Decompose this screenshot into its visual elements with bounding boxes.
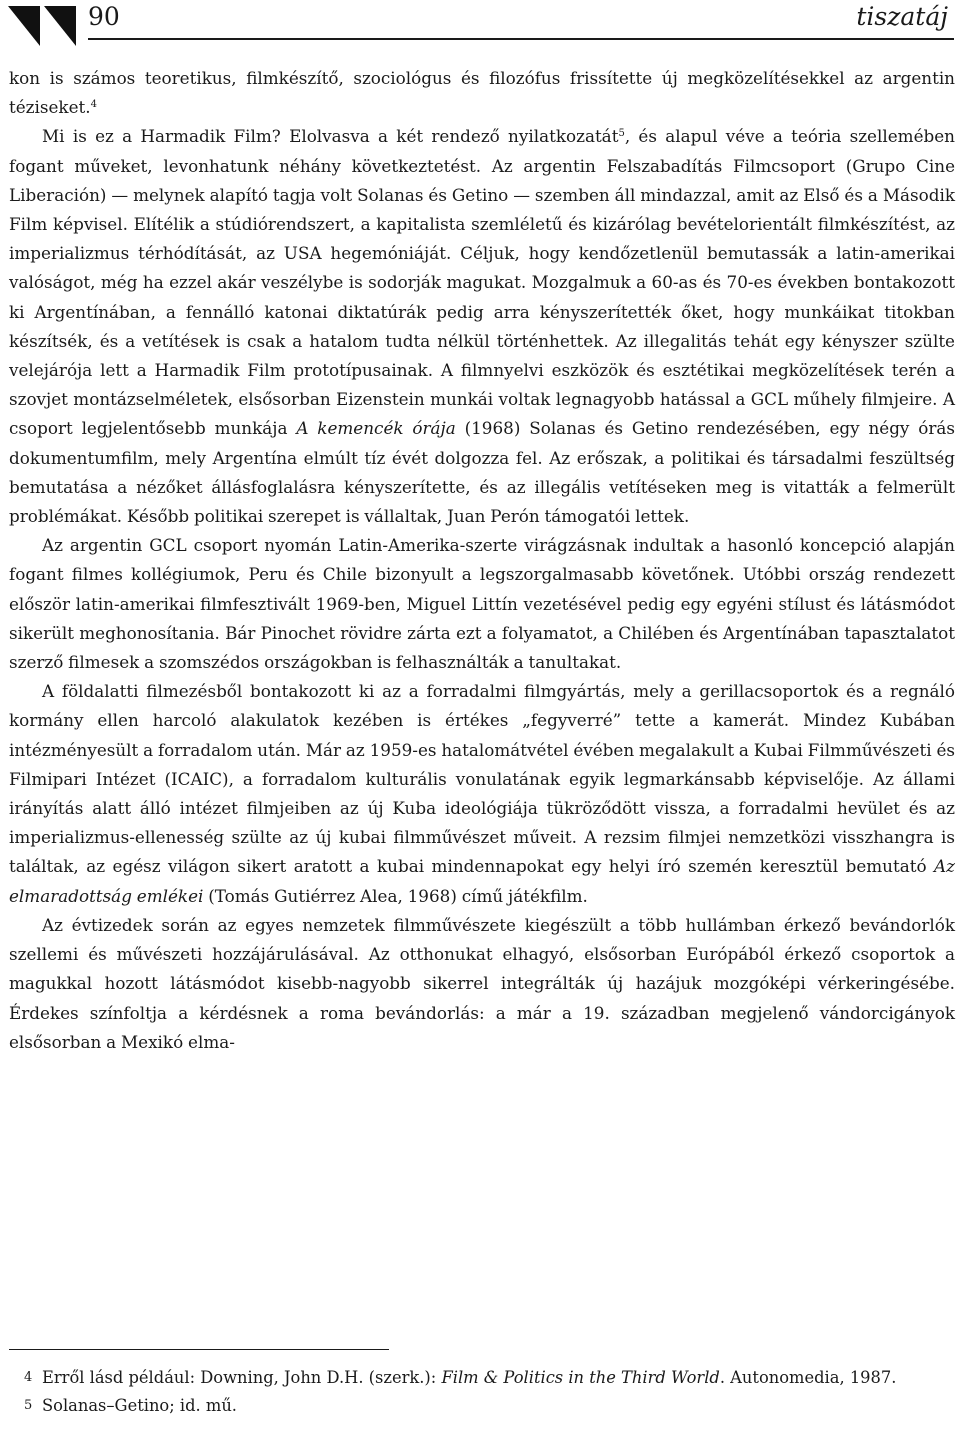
paragraph — [9, 911, 955, 1057]
paragraph — [9, 122, 955, 531]
text-run: (Tomás Gutiérrez Alea, 1968) című játékfilm. — [203, 885, 588, 906]
text-run: A földalatti filmezésből bontakozott ki az a forradalmi filmgyártás, mely a gerillacsoportok és a regnáló kormány ellen harcoló alakulatok kezében is értékes „fegyverré” tette a kamerát. Mindez Kubában intézményesült a forradalom után. Már az 1959-es hatalomátvétel évében megalakult a Kubai Filmművészeti és Filmipari Intézet (ICAIC), a forradalom kulturális vonulatának egyik legmarkánsabb képviselője. Az állami irányítás alatt álló intézet filmjeiben az új Kuba ideológiája tükröződött vissza, a forradalmi hevület és az imperializmus-ellenesség szülte az új kubai filmművészet műveit. A rezsim filmjei nemzetközi visszhangra is találtak, az egész világon sikert aratott a kubai mindennapokat egy helyi író szemén keresztül bemutató — [9, 681, 955, 877]
footnote-ref: 4 — [90, 99, 97, 111]
text-run: kon is számos teoretikus, filmkészítő, szociológus és filozófus frissítette új megközelítésekkel az argentin téziseket. — [9, 68, 955, 118]
double-triangle-logo-icon — [8, 6, 78, 46]
article-body — [9, 64, 955, 1057]
text-run: , és alapul véve a teória szellemében fogant műveket, levonhatunk néhány következtetést. Az argentin Felszabadítás Filmcsoport (Grupo Cine Liberación) — melynek alapító tagja volt Solanas és Getino — szemben áll mindazzal, amit az Első és a Második Film képvisel. Elítélik a stúdiórendszert, a kapitalista szemléletű és kizárólag bevételorientált filmkészítést, az imperializmus térhódítását, az USA hegemóniáját. Céljuk, hogy kendőzetlenül bemutassák a latin-amerikai valóságot, még ha ezzel akár veszélybe is sodorják magukat. Mozgalmuk a 60-as és 70-es években bontakozott ki Argentínában, a fennálló katonai diktatúrák pedig arra kényszerítették őket, hogy munkáikat titokban készítsék, és a vetítések is csak a hatalom tudta nélkül történhettek. Az illegalitás tehát egy kényszer szülte velejárója lett a Harmadik Film prototípusainak. A filmnyelvi eszközök és esztétikai megközelítések terén a szovjet montázselméletek, elsősorban Eizenstein munkái voltak legnagyobb hatással a GCL műhely filmjeire. A csoport legjelentősebb munkája — [9, 126, 955, 439]
text-run: Az évtizedek során az egyes nemzetek filmművészete kiegészült a több hullámban érkező bevándorlók szellemi és művészeti hozzájárulásával. Az otthonukat elhagyó, elsősorban Európából érkező csoportok a magukkal hozott látásmódot kisebb-nagyobb sikerrel integrálták új hazájuk mozgóképi vérkeringésébe. Érdekes színfoltja a kérdésnek a roma bevándorlás: a már a 19. században megjelenő vándorcigányok elsősorban a Mexikó elma- — [9, 914, 955, 1052]
italic-title: Film & Politics in the Third World — [441, 1368, 720, 1387]
header-rule — [88, 38, 954, 40]
text-run: Erről lásd például: Downing, John D.H. (szerk.): — [42, 1368, 442, 1387]
footnote-number: 4 — [24, 1370, 33, 1385]
footnote-ref: 5 — [618, 128, 625, 140]
footnote-number: 5 — [24, 1398, 33, 1413]
journal-title: tiszatáj — [856, 2, 948, 31]
paragraph — [9, 531, 955, 677]
page-number: 90 — [88, 2, 120, 31]
italic-title: A kemencék órája — [296, 418, 456, 439]
text-run: Solanas–Getino; id. mű. — [42, 1396, 237, 1415]
footnote-separator — [9, 1349, 389, 1350]
footnote — [9, 1364, 955, 1392]
footnote — [9, 1392, 955, 1420]
footnotes — [9, 1364, 955, 1420]
italic-title: Az elmaradottság emlékei — [9, 856, 955, 906]
text-run: Az argentin GCL csoport nyomán Latin-Amerika-szerte virágzásnak indultak a hasonló koncepció alapján fogant filmes kollégiumok, Peru és Chile bizonyult a legszorgalmasabb követőnek. Utóbbi ország rendezett először latin-amerikai filmfesztivált 1969-ben, Miguel Littín vezetésével pedig egy egyéni stílust és látásmódot sikerült meghonosítania. Bár Pinochet rövidre zárta ezt a folyamatot, a Chilében és Argentínában tapasztalatot szerző filmesek a szomszédos országokban is felhasználták a tanultakat. — [9, 535, 955, 673]
text-run: Mi is ez a Harmadik Film? Elolvasva a két rendező nyilatkozatát — [42, 126, 619, 147]
text-run: . Autonomedia, 1987. — [719, 1368, 897, 1387]
paragraph — [9, 677, 955, 911]
page-header — [0, 0, 960, 50]
paragraph — [9, 64, 955, 122]
text-run: (1968) Solanas és Getino rendezésében, egy négy órás dokumentumfilm, mely Argentína elmúlt tíz évét dolgozza fel. Az erőszak, a politikai és társadalmi feszültség bemutatása a nézőket állásfoglalásra kényszerítette, és az illegális vetítéseken meg is vitatták a felmerült problémákat. Később politikai szerepet is vállaltak, Juan Perón támogatói lettek. — [9, 418, 955, 527]
